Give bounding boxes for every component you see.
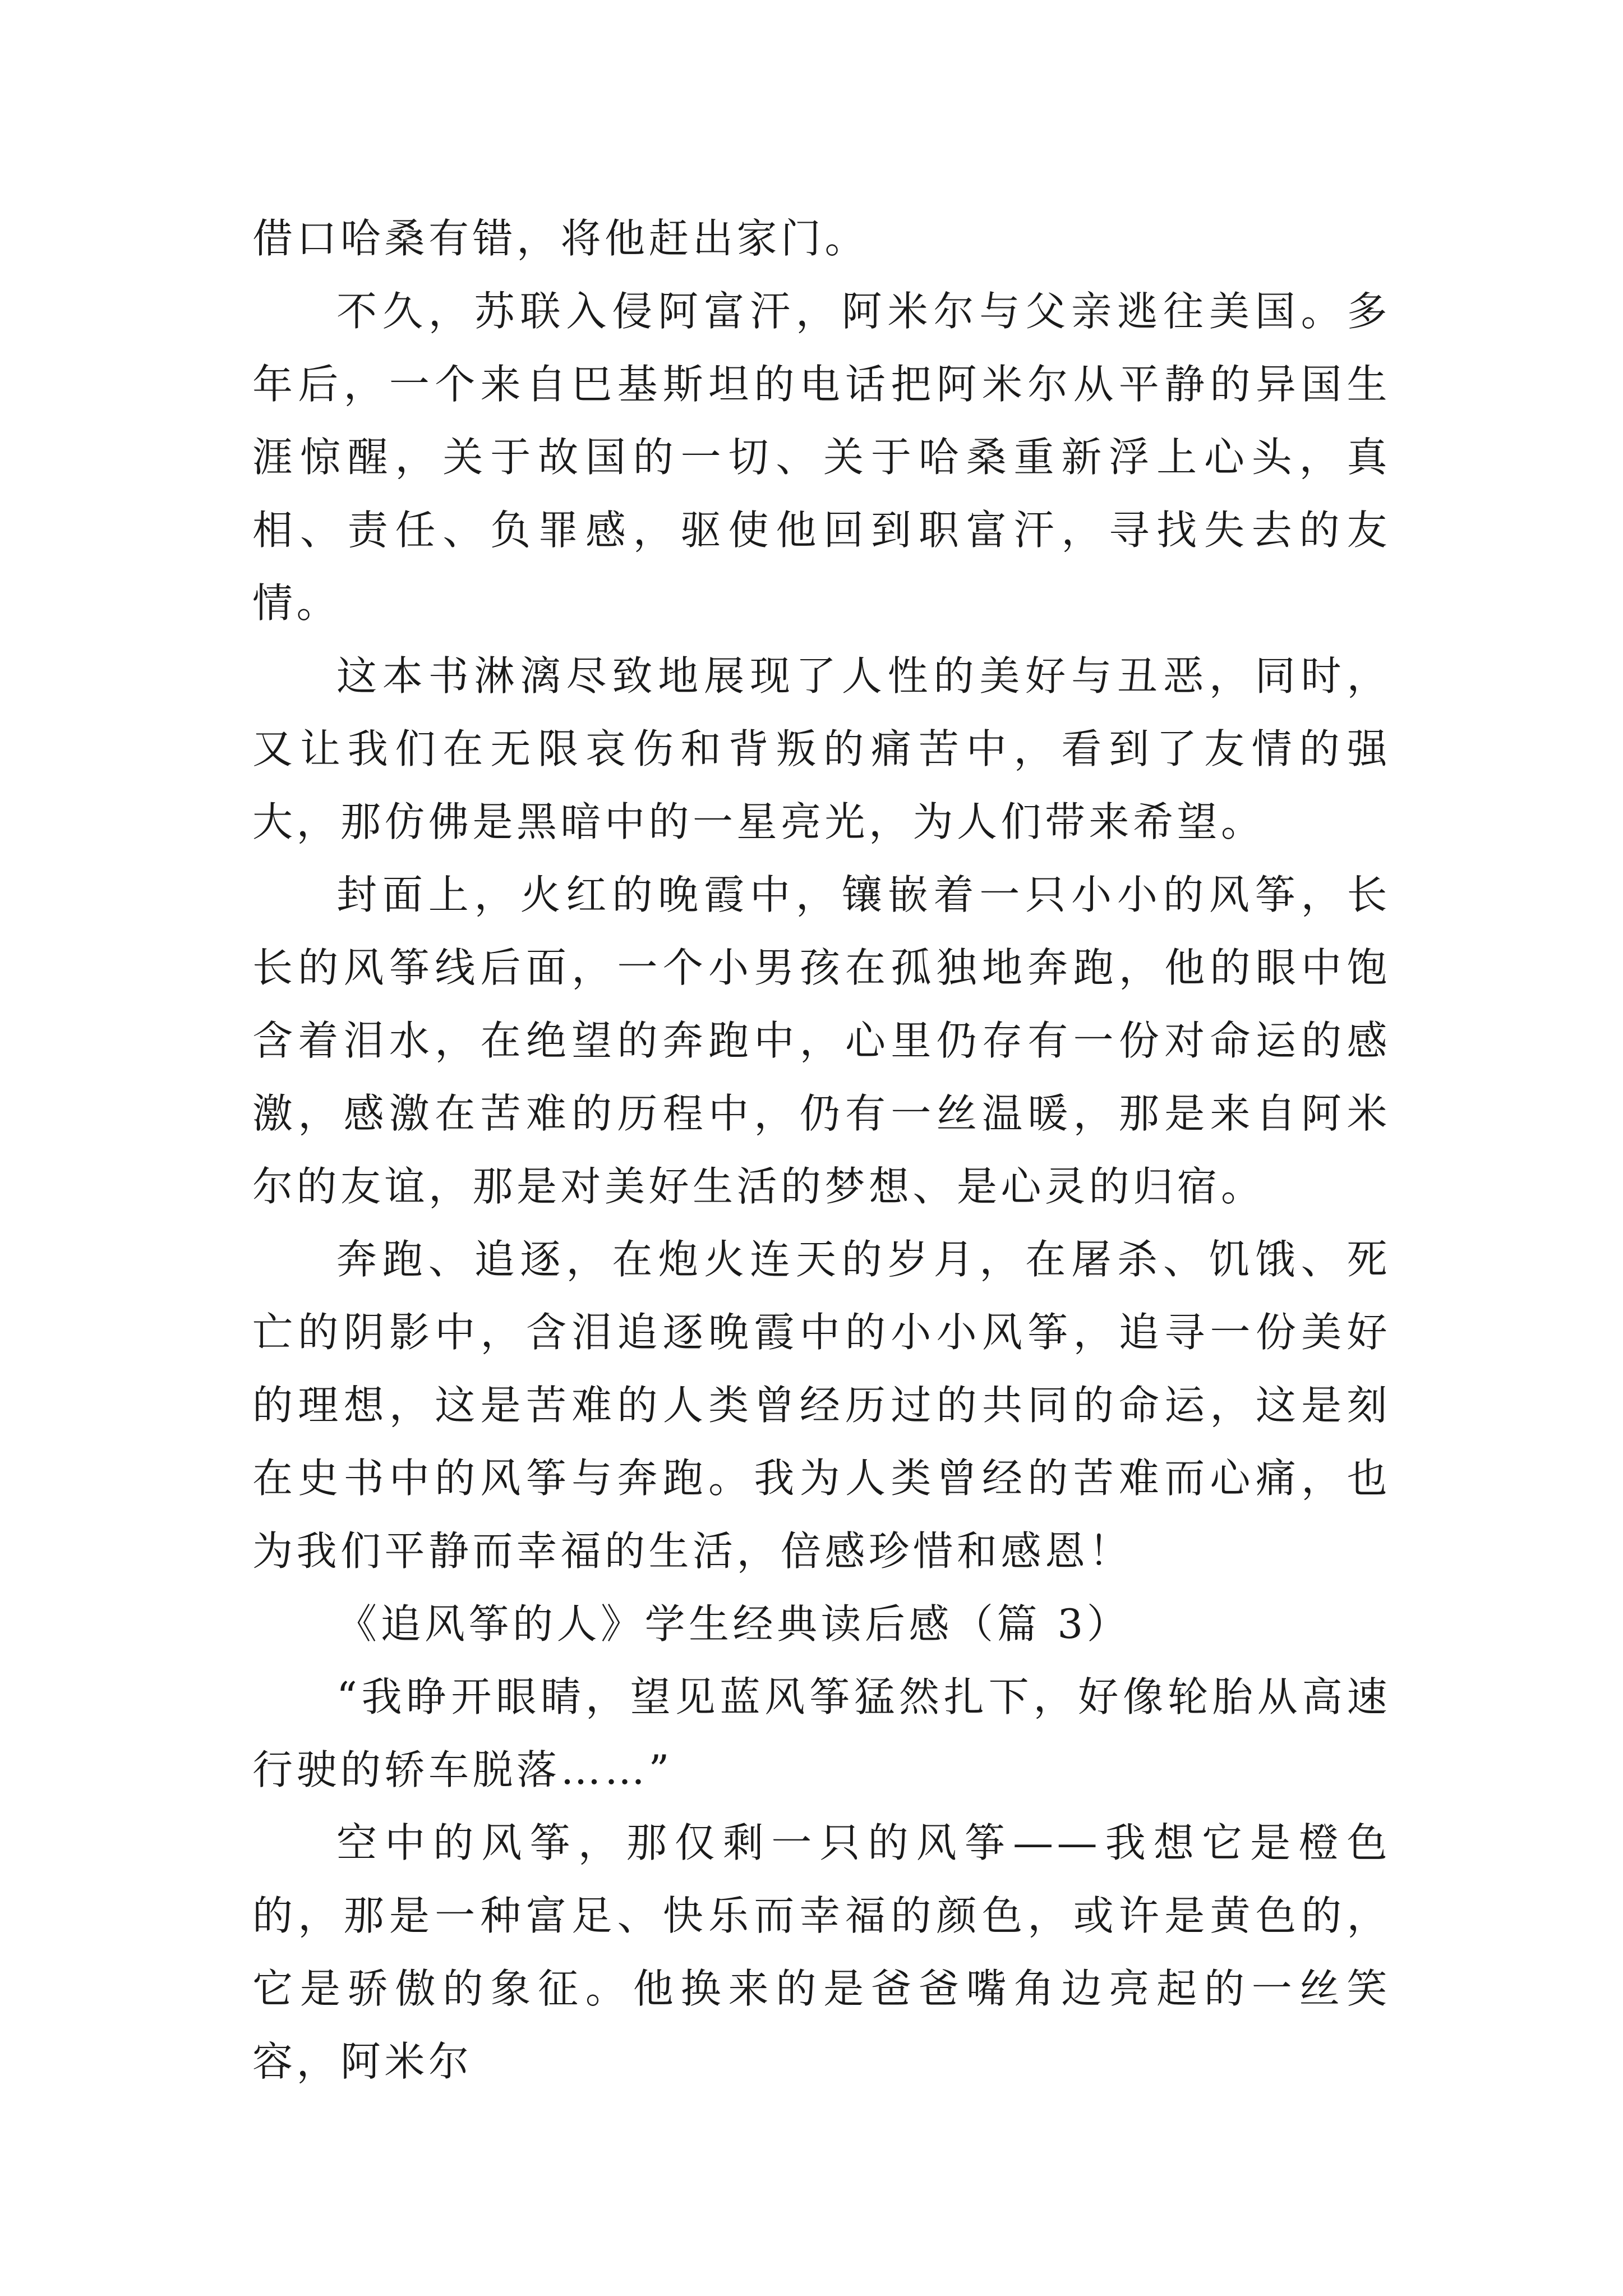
document-body <box>252 202 1391 2098</box>
paragraph: 封面上，火红的晚霞中，镶嵌着一只小小的风筝，长长的风筝线后面，一个小男孩在孤独地奔跑，他的眼中饱含着泪水，在绝望的奔跑中，心里仍存有一份对命运的感激，感激在苦难的历程中，仍有一丝温暖，那是来自阿米尔的友谊，那是对美好生活的梦想、是心灵的归宿。 <box>252 871 1391 1210</box>
paragraph: 奔跑、追逐，在炮火连天的岁月，在屠杀、饥饿、死亡的阴影中，含泪追逐晚霞中的小小风筝，追寻一份美好的理想，这是苦难的人类曾经历过的共同的命运，这是刻在史书中的风筝与奔跑。我为人类曾经的苦难而心痛，也为我们平静而幸福的生活，倍感珍惜和感恩！ <box>252 1236 1391 1575</box>
section-heading: 《追风筝的人》学生经典读后感（篇 3） <box>336 1600 1131 1648</box>
paragraph: 这本书淋漓尽致地展现了人性的美好与丑恶，同时，又让我们在无限哀伤和背叛的痛苦中，看到了友情的强大，那仿佛是黑暗中的一星亮光，为人们带来希望。 <box>252 652 1391 845</box>
paragraph: 不久，苏联入侵阿富汗，阿米尔与父亲逃往美国。多年后，一个来自巴基斯坦的电话把阿米尔从平静的异国生涯惊醒，关于故国的一切、关于哈桑重新浮上心头，真相、责任、负罪感，驱使他回到职富汗，寻找失去的友情。 <box>252 288 1391 627</box>
quote-paragraph: “我睁开眼睛，望见蓝风筝猛然扎下，好像轮胎从高速行驶的轿车脱落……” <box>252 1673 1391 1793</box>
paragraph: 空中的风筝，那仅剩一只的风筝——我想它是橙色的，那是一种富足、快乐而幸福的颜色，或许是黄色的，它是骄傲的象征。他换来的是爸爸嘴角边亮起的一丝笑容，阿米尔 <box>252 1819 1391 2085</box>
paragraph-continuation: 借口哈桑有错，将他赶出家门。 <box>252 215 869 262</box>
